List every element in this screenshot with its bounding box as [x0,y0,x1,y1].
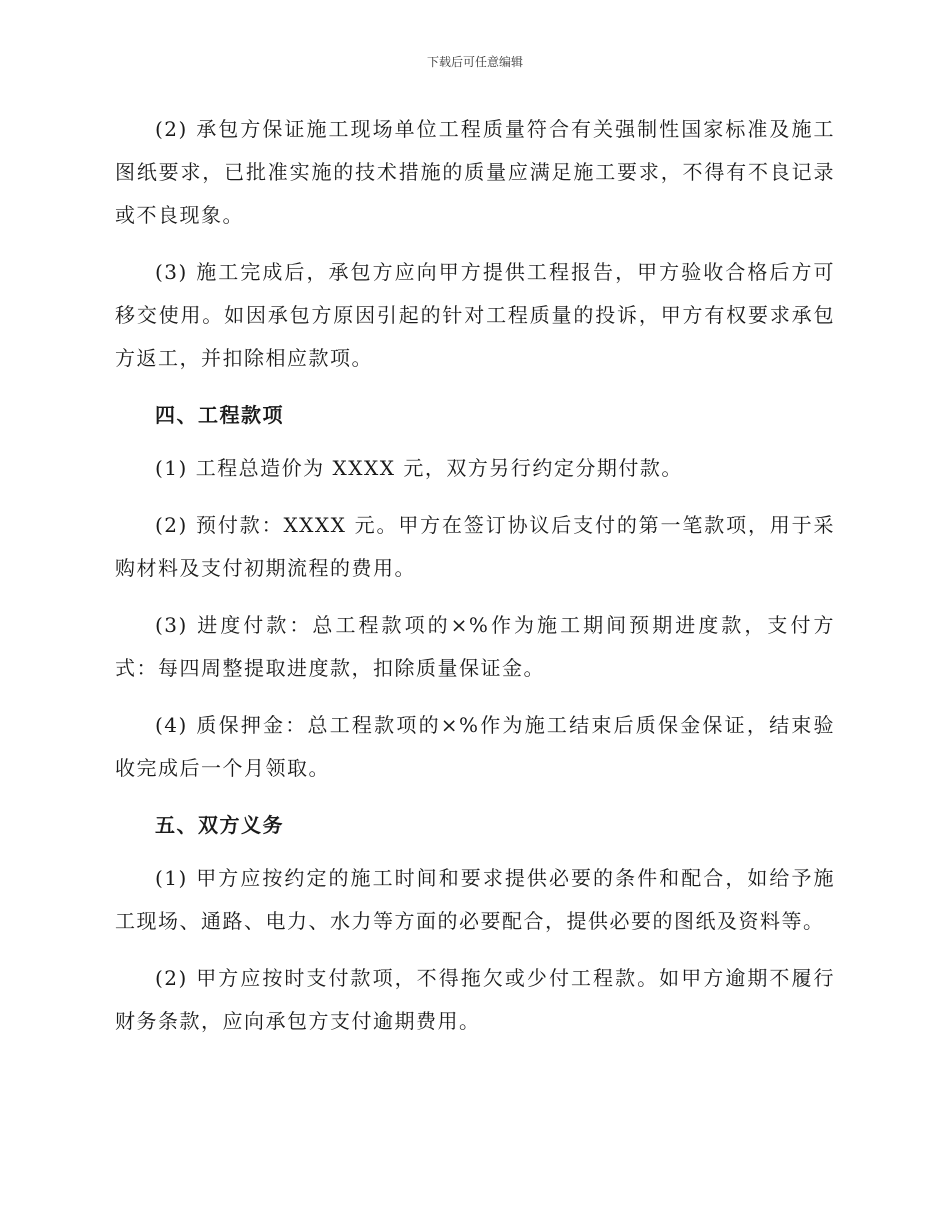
payment-clause-3: (3) 进度付款：总工程款项的×%作为施工期间预期进度款，支付方式：每四周整提取进度款，扣除质量保证金。 [115,613,835,680]
section-heading-obligations: 五、双方义务 [155,813,284,837]
section-heading-payment: 四、工程款项 [155,403,284,427]
payment-clause-4: (4) 质保押金：总工程款项的×%作为施工结束后质保金保证，结束验收完成后一个月领取。 [115,713,835,780]
quality-clause-2: (2) 承包方保证施工现场单位工程质量符合有关强制性国家标准及施工图纸要求，已批准实施的技术措施的质量应满足施工要求，不得有不良记录或不良现象。 [115,117,835,227]
payment-clause-1: (1) 工程总造价为 XXXX 元，双方另行约定分期付款。 [155,456,683,480]
document-body [115,108,835,1057]
quality-clause-3: (3) 施工完成后，承包方应向甲方提供工程报告，甲方验收合格后方可移交使用。如因承包方原因引起的针对工程质量的投诉，甲方有权要求承包方返工，并扣除相应款项。 [115,260,835,370]
obligation-clause-2: (2) 甲方应按时支付款项，不得拖欠或少付工程款。如甲方逾期不履行财务条款，应向承包方支付逾期费用。 [115,966,835,1033]
page-header: 下载后可任意编辑 [426,55,523,69]
payment-clause-2: (2) 预付款：XXXX 元。甲方在签订协议后支付的第一笔款项，用于采购材料及支付初期流程的费用。 [115,513,835,580]
obligation-clause-1: (1) 甲方应按约定的施工时间和要求提供必要的条件和配合，如给予施工现场、通路、电力、水力等方面的必要配合，提供必要的图纸及资料等。 [115,866,835,933]
